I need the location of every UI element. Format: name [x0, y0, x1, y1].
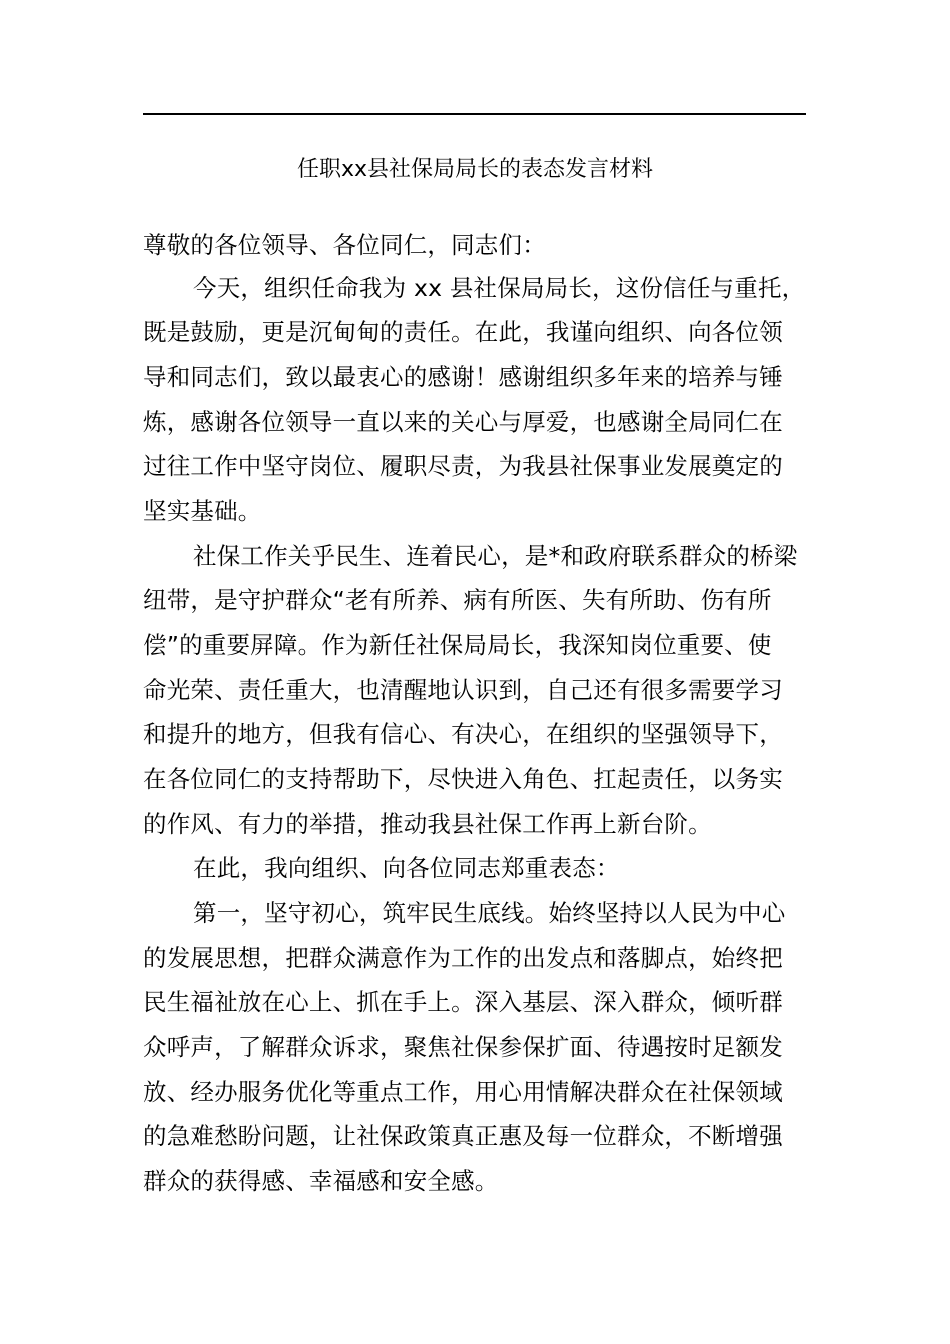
- paragraph-4-line: 的急难愁盼问题，让社保政策真正惠及每一位群众，不断增强: [143, 1122, 783, 1150]
- paragraph-4-line: 的发展思想，把群众满意作为工作的出发点和落脚点，始终把: [143, 944, 783, 972]
- salutation: 尊敬的各位领导、各位同仁，同志们：: [143, 231, 546, 259]
- paragraph-4-line: 众呼声，了解群众诉求，聚焦社保参保扩面、待遇按时足额发: [143, 1033, 783, 1061]
- paragraph-2-line: 和提升的地方，但我有信心、有决心，在组织的坚强领导下，: [143, 720, 783, 748]
- paragraph-4-line: 第一，坚守初心，筑牢民生底线。始终坚持以人民为中心: [193, 899, 786, 927]
- paragraph-1-line: 炼，感谢各位领导一直以来的关心与厚爱，也感谢全局同仁在: [143, 408, 783, 436]
- paragraph-1-line: 坚实基础。: [143, 497, 262, 525]
- document-title: 任职xx县社保局局长的表态发言材料: [296, 157, 654, 182]
- paragraph-1-line: 导和同志们，致以最衷心的感谢！感谢组织多年来的培养与锤: [143, 363, 783, 391]
- paragraph-4-line: 民生福祉放在心上、抓在手上。深入基层、深入群众，倾听群: [143, 988, 783, 1016]
- paragraph-2-line: 社保工作关乎民生、连着民心，是*和政府联系群众的桥梁: [193, 542, 798, 570]
- paragraph-2-line: 在各位同仁的支持帮助下，尽快进入角色、扛起责任，以务实: [143, 765, 783, 793]
- paragraph-1-line: 过往工作中坚守岗位、履职尽责，为我县社保事业发展奠定的: [143, 452, 783, 480]
- paragraph-2-line: 的作风、有力的举措，推动我县社保工作再上新台阶。: [143, 810, 712, 838]
- paragraph-1-line: 今天，组织任命我为 xx 县社保局局长，这份信任与重托，: [193, 274, 806, 302]
- paragraph-3-line: 在此，我向组织、向各位同志郑重表态：: [193, 854, 620, 882]
- paragraph-4-line: 群众的获得感、幸福感和安全感。: [143, 1167, 499, 1195]
- paragraph-2-line: 命光荣、责任重大，也清醒地认识到，自己还有很多需要学习: [143, 676, 783, 704]
- paragraph-2-line: 纽带，是守护群众“老有所养、病有所医、失有所助、伤有所: [143, 586, 772, 614]
- header-rule: [143, 113, 806, 115]
- paragraph-1-line: 既是鼓励，更是沉甸甸的责任。在此，我谨向组织、向各位领: [143, 318, 783, 346]
- paragraph-2-line: 偿”的重要屏障。作为新任社保局局长，我深知岗位重要、使: [143, 631, 772, 659]
- paragraph-4-line: 放、经办服务优化等重点工作，用心用情解决群众在社保领域: [143, 1078, 783, 1106]
